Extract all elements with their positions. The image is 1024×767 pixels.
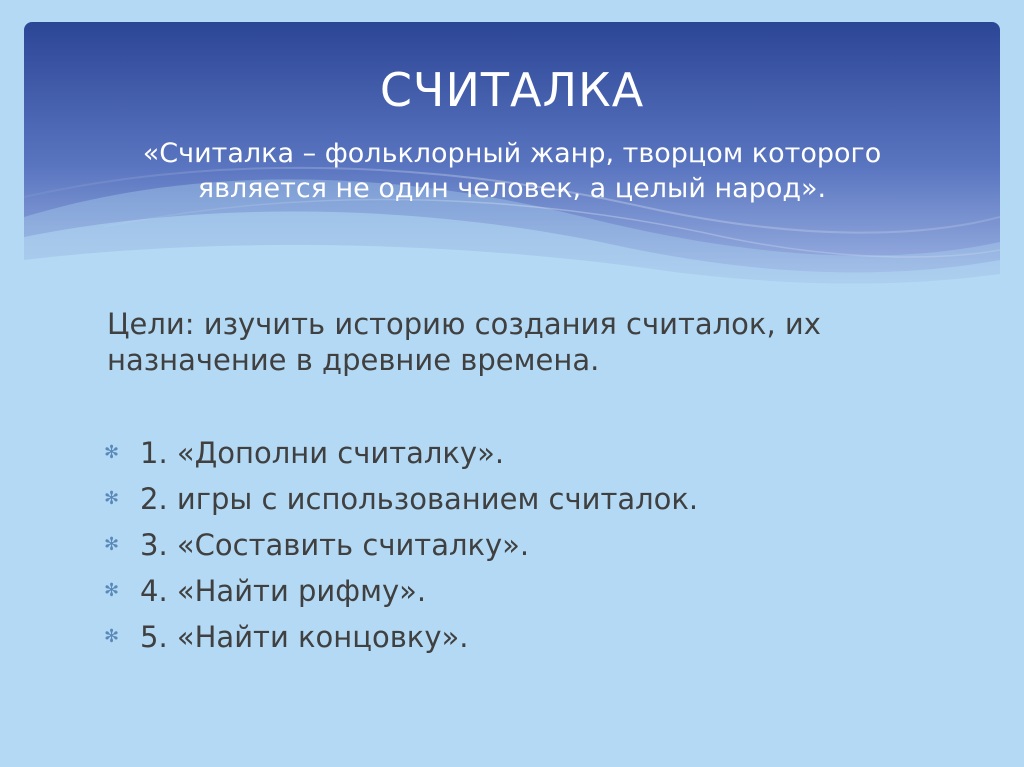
task-text: 5. «Найти концовку».	[140, 620, 469, 654]
list-item	[104, 614, 698, 660]
title-banner	[24, 22, 1000, 284]
list-item	[104, 430, 698, 476]
slide-subtitle: «Считалка – фольклорный жанр, творцом которого является не один человек, а целый народ».	[142, 138, 882, 204]
goals-text: Цели: изучить историю создания считалок, их назначение в древние времена.	[107, 307, 821, 377]
list-item	[104, 476, 698, 522]
task-text: 3. «Составить считалку».	[140, 528, 530, 562]
asterisk-bullet-icon: ✻	[104, 626, 120, 647]
task-text: 4. «Найти рифму».	[140, 574, 427, 608]
asterisk-bullet-icon: ✻	[104, 488, 120, 509]
list-item	[104, 522, 698, 568]
asterisk-bullet-icon: ✻	[104, 442, 120, 463]
slide-title: СЧИТАЛКА	[379, 63, 645, 117]
asterisk-bullet-icon: ✻	[104, 534, 120, 555]
asterisk-bullet-icon: ✻	[104, 580, 120, 601]
task-text: 1. «Дополни считалку».	[140, 436, 505, 470]
list-item	[104, 568, 698, 614]
task-text: 2. игры с использованием считалок.	[140, 482, 699, 516]
task-list	[104, 430, 698, 660]
